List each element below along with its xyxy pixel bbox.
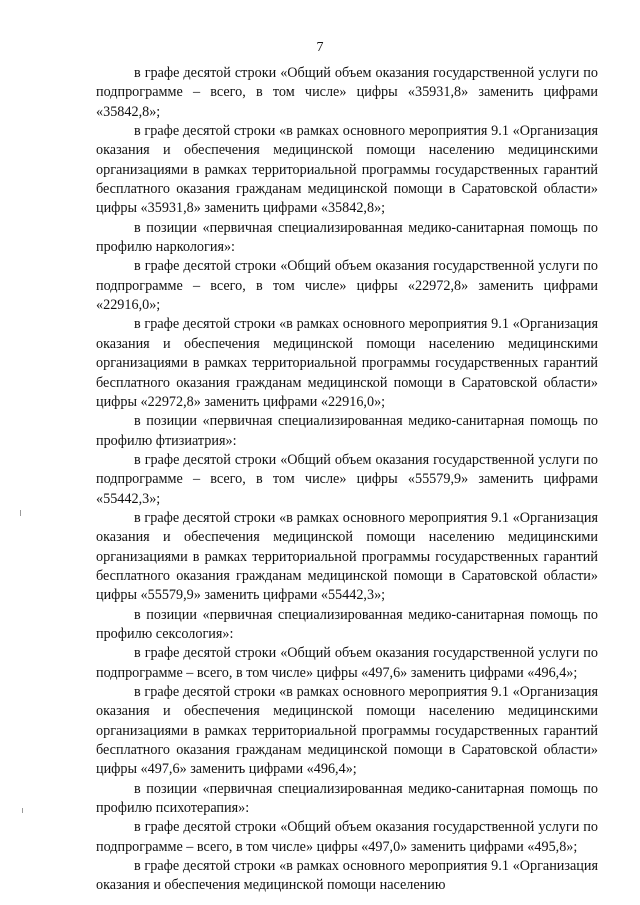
paragraph: в графе десятой строки «в рамках основного мероприятия 9.1 «Организация оказания и обеспечения медицинской помощи населению медицинскими организациями в рамках территориальной программы государственных гарантий бесплатного оказания гражданам медицинской помощи в Саратовской области» цифры «55579,9» заменить цифрами «55442,3»;: [96, 509, 598, 604]
paragraph: в графе десятой строки «Общий объем оказания государственной услуги по подпрограмме – всего, в том числе» цифры «497,0» заменить цифрами «495,8»;: [96, 819, 598, 855]
paragraph: в графе десятой строки «в рамках основного мероприятия 9.1 «Организация оказания и обеспечения медицинской помощи населению медицинскими организациями в рамках территориальной программы государственных гарантий бесплатного оказания гражданам медицинской помощи в Саратовской области» цифры «22972,8» заменить цифрами «22916,0»;: [96, 316, 598, 410]
paragraph: в позиции «первичная специализированная медико-санитарная помощь по профилю психотерапия»:: [96, 780, 598, 817]
paragraph: в графе десятой строки «в рамках основного мероприятия 9.1 «Организация оказания и обеспечения медицинской помощи населению медицинскими организациями в рамках территориальной программы государственных гарантий бесплатного оказания гражданам медицинской помощи в Саратовской области» цифры «497,6» заменить цифрами «496,4»;: [96, 684, 598, 778]
paragraph: в позиции «первичная специализированная медико-санитарная помощь по профилю фтизиатрия»:: [96, 413, 598, 449]
scan-artifact-mark: [22, 808, 23, 813]
paragraph: в графе десятой строки «в рамках основного мероприятия 9.1 «Организация оказания и обеспечения медицинской помощи населению медицинскими организациями в рамках территориальной программы государственных гарантий бесплатного оказания гражданам медицинской помощи в Саратовской области» цифры «35931,8» заменить цифрами «35842,8»;: [96, 123, 598, 217]
paragraph: в позиции «первичная специализированная медико-санитарная помощь по профилю сексология»:: [96, 606, 598, 642]
scan-artifact-mark: [20, 510, 21, 516]
paragraph: в графе десятой строки «Общий объем оказания государственной услуги по подпрограмме – всего, в том числе» цифры «55579,9» заменить цифрами «55442,3»;: [96, 451, 598, 507]
document-body: [96, 64, 598, 896]
page-number: 7: [316, 40, 324, 55]
paragraph: в графе десятой строки «Общий объем оказания государственной услуги по подпрограмме – всего, в том числе» цифры «35931,8» заменить цифрами «35842,8»;: [96, 65, 598, 120]
paragraph: в графе десятой строки «Общий объем оказания государственной услуги по подпрограмме – всего, в том числе» цифры «497,6» заменить цифрами «496,4»;: [96, 645, 598, 681]
paragraph: в графе десятой строки «Общий объем оказания государственной услуги по подпрограмме – всего, в том числе» цифры «22972,8» заменить цифрами «22916,0»;: [96, 258, 598, 314]
paragraph: в позиции «первичная специализированная медико-санитарная помощь по профилю наркология»:: [96, 219, 598, 256]
paragraph: в графе десятой строки «в рамках основного мероприятия 9.1 «Организация оказания и обеспечения медицинской помощи населению: [96, 858, 598, 894]
